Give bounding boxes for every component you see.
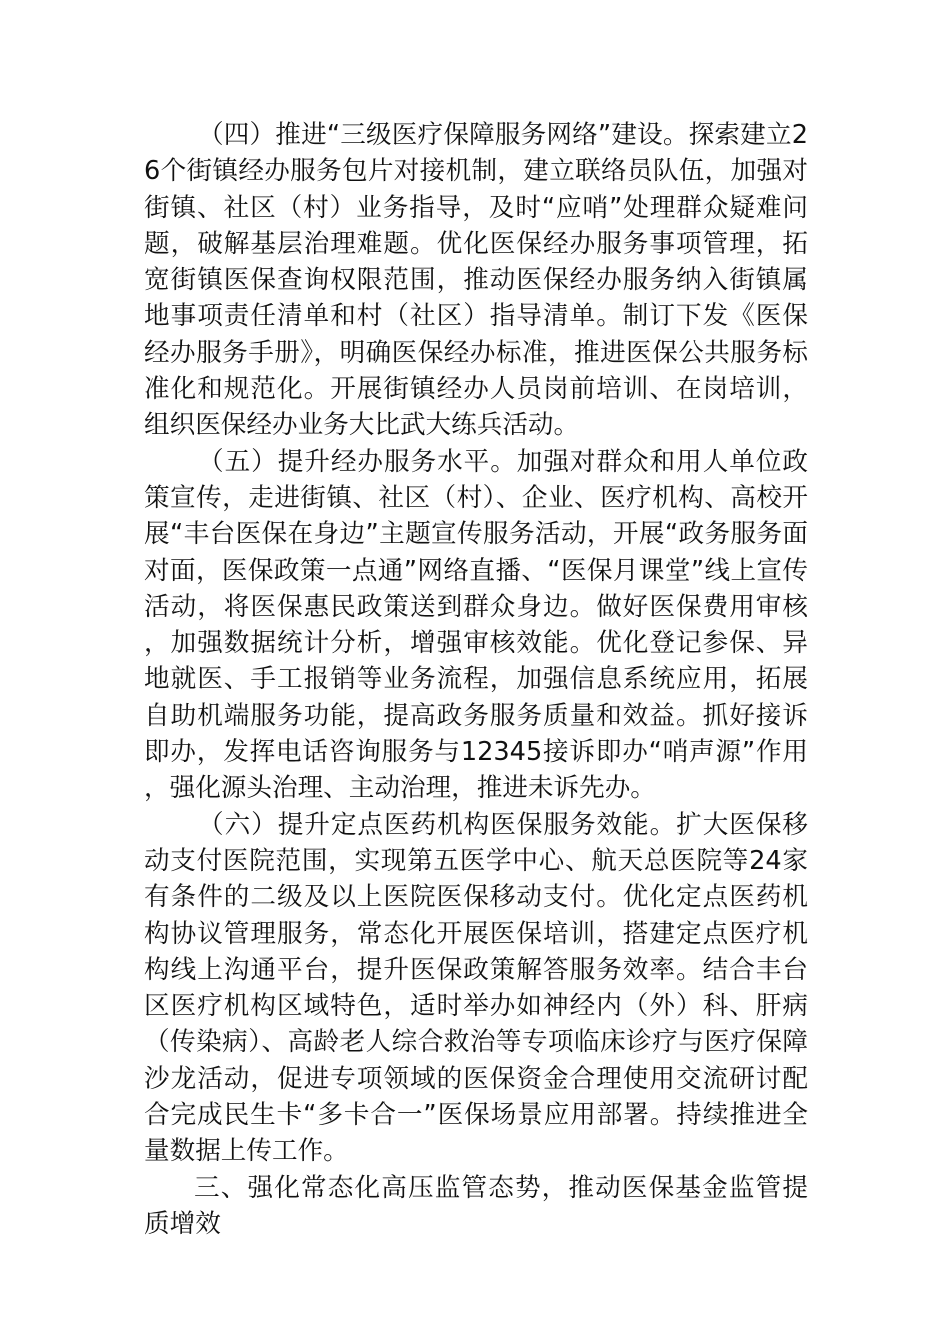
- section-heading: 三、强化常态化高压监管态势，推动医保基金监管提质增效: [144, 1172, 808, 1239]
- paragraph-service-network: （四）推进“三级医疗保障服务网络”建设。探索建立26个街镇经办服务包片对接机制，建立联络员队伍，加强对街镇、社区（村）业务指导，及时“应哨”处理群众疑难问题，破解基层治理难题。优化医保经办服务事项管理，拓宽街镇医保查询权限范围，推动医保经办服务纳入街镇属地事项责任清单和村（社区）指导清单。制订下发《医保经办服务手册》，明确医保经办标准，推进医保公共服务标准化和规范化。开展街镇经办人员岗前培训、在岗培训，组织医保经办业务大比武大练兵活动。: [144, 120, 808, 441]
- paragraph-designated-institutions: （六）提升定点医药机构医保服务效能。扩大医保移动支付医院范围，实现第五医学中心、航天总医院等24家有条件的二级及以上医院医保移动支付。优化定点医药机构协议管理服务，常态化开展医保培训，搭建定点医疗机构线上沟通平台，提升医保政策解答服务效率。结合丰台区医疗机构区域特色，适时举办如神经内（外）科、肝病（传染病）、高龄老人综合救治等专项临床诊疗与医疗保障沙龙活动，促进专项领域的医保资金合理使用交流研讨配合完成民生卡“多卡合一”医保场景应用部署。持续推进全量数据上传工作。: [144, 809, 808, 1167]
- paragraph-service-level: （五）提升经办服务水平。加强对群众和用人单位政策宣传，走进街镇、社区（村）、企业、医疗机构、高校开展“丰台医保在身边”主题宣传服务活动，开展“政务服务面对面，医保政策一点通”网络直播、“医保月课堂”线上宣传活动，将医保惠民政策送到群众身边。做好医保费用审核，加强数据统计分析，增强审核效能。优化登记参保、异地就医、手工报销等业务流程，加强信息系统应用，拓展自助机端服务功能，提高政务服务质量和效益。抓好接诉即办，发挥电话咨询服务与12345接诉即办“哨声源”作用，强化源头治理、主动治理，推进未诉先办。: [144, 446, 808, 804]
- document-body: [144, 117, 808, 1242]
